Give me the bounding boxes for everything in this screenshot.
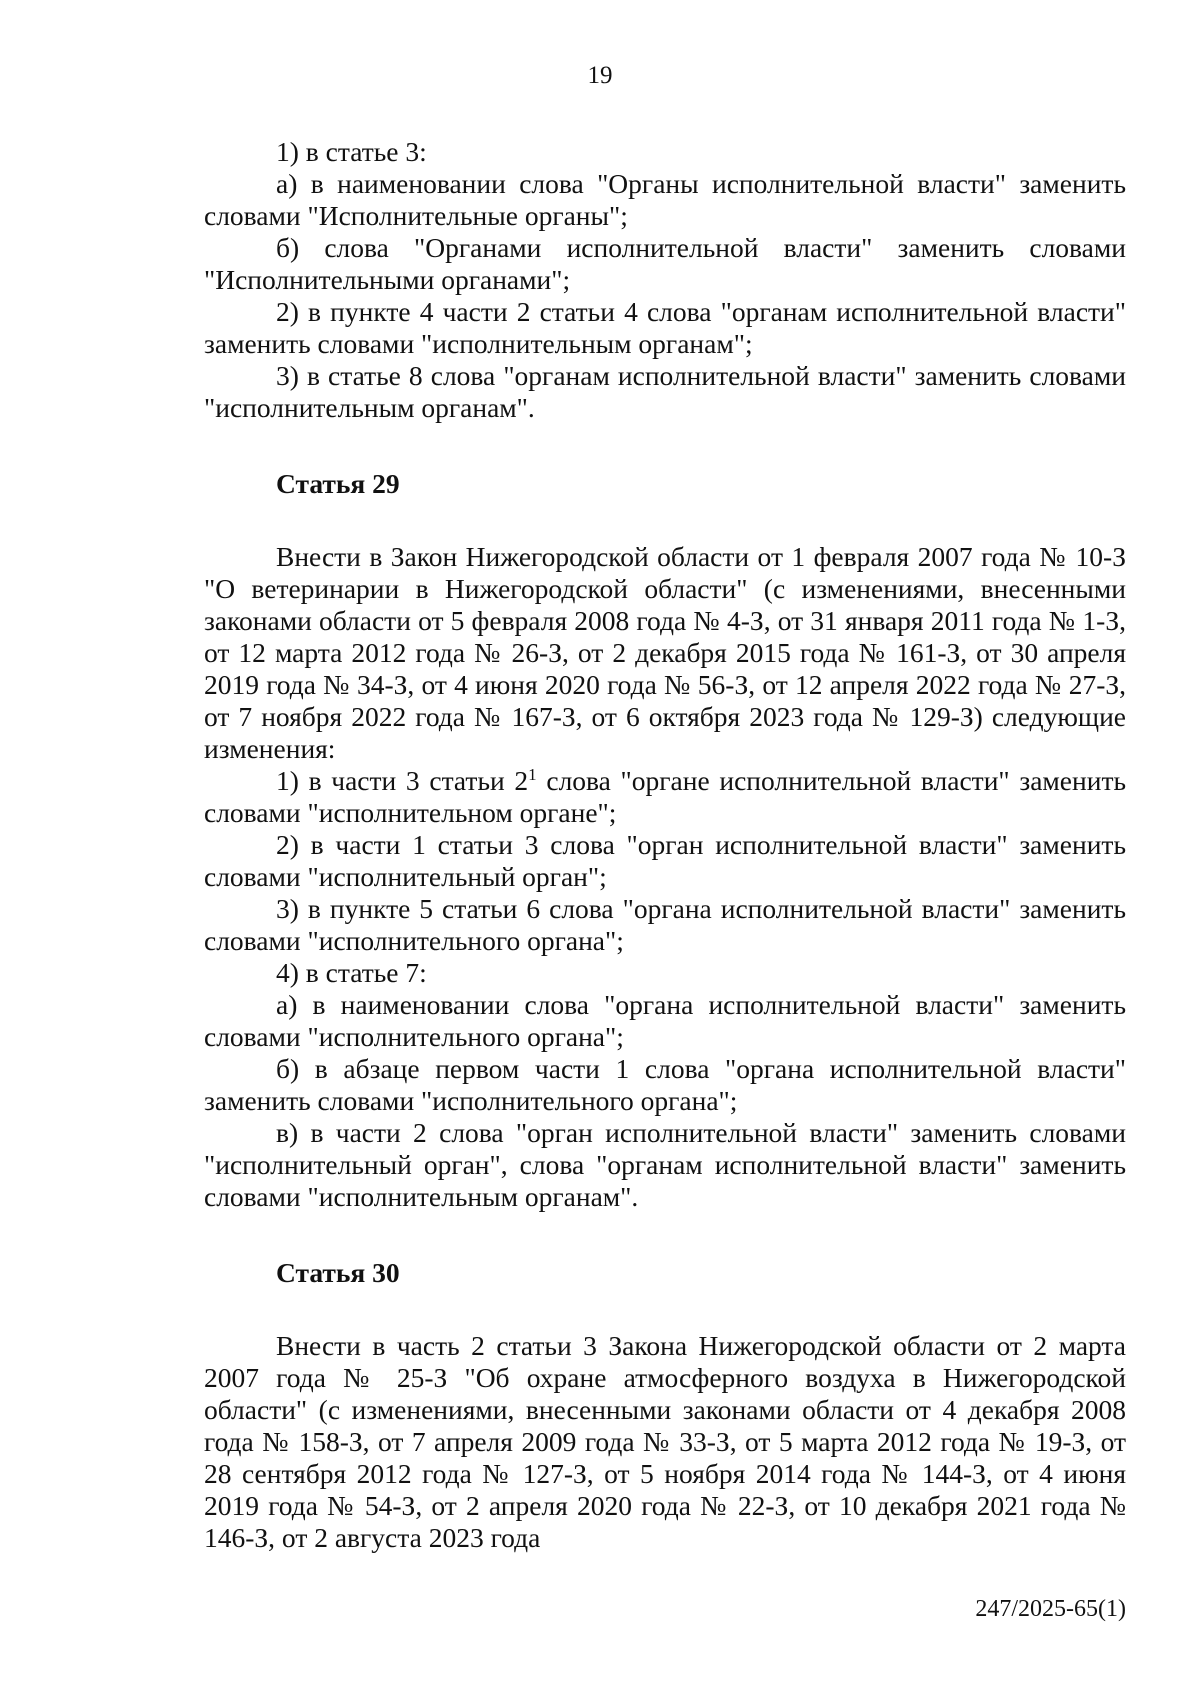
article-heading: Статья 29	[276, 468, 400, 499]
paragraph-text: 1) в части 3 статьи 2	[276, 765, 529, 796]
article-heading: Статья 30	[276, 1257, 400, 1288]
superscript: 1	[528, 764, 537, 784]
paragraph: 2) в пункте 4 части 2 статьи 4 слова "органам исполнительной власти" заменить словами "исполнительным органам";	[204, 296, 1126, 359]
paragraph: в) в части 2 слова "орган исполнительной власти" заменить словами "исполнительный орган", слова "органам исполнительной власти" заменить словами "исполнительным органам".	[204, 1117, 1126, 1212]
paragraph: 4) в статье 7:	[276, 957, 427, 988]
paragraph: а) в наименовании слова "органа исполнительной власти" заменить словами "исполнительного органа";	[204, 989, 1126, 1052]
paragraph: Внести в Закон Нижегородской области от 1 февраля 2007 года № 10-З "О ветеринарии в Нижегородской области" (с изменениями, внесенными законами области от 5 февраля 2008 года № 4-З, от 31 января 2011 года № 1-З, от 12 марта 2012 года № 26-З, от 2 декабря 2015 года № 161-З, от 30 апреля 2019 года № 34-З, от 4 июня 2020 года № 56-З, от 12 апреля 2022 года № 27-З, от 7 ноября 2022 года № 167-З, от 6 октября 2023 года № 129-З) следующие изменения:	[204, 541, 1126, 764]
paragraph	[204, 765, 1126, 829]
paragraph: 3) в статье 8 слова "органам исполнительной власти" заменить словами "исполнительным органам".	[204, 360, 1126, 423]
paragraph: 1) в статье 3:	[276, 136, 427, 167]
document-code: 247/2025-65(1)	[975, 1596, 1126, 1622]
paragraph-text: слова "органе исполнительной власти" заменить словами "исполнительном органе";	[204, 765, 1126, 828]
page-number: 19	[587, 62, 613, 89]
document-body	[204, 136, 1126, 1554]
paragraph: Внести в часть 2 статьи 3 Закона Нижегородской области от 2 марта 2007 года № 25-З "Об охране атмосферного воздуха в Нижегородской области" (с изменениями, внесенными законами области от 4 декабря 2008 года № 158-З, от 7 апреля 2009 года № 33-З, от 5 марта 2012 года № 19-З, от 28 сентября 2012 года № 127-З, от 5 ноября 2014 года № 144-З, от 4 июня 2019 года № 54-З, от 2 апреля 2020 года № 22-З, от 10 декабря 2021 года № 146-З, от 2 августа 2023 года	[204, 1330, 1126, 1553]
paragraph: 3) в пункте 5 статьи 6 слова "органа исполнительной власти" заменить словами "исполнительного органа";	[204, 893, 1126, 956]
paragraph: а) в наименовании слова "Органы исполнительной власти" заменить словами "Исполнительные органы";	[204, 168, 1126, 231]
paragraph: б) в абзаце первом части 1 слова "органа исполнительной власти" заменить словами "исполнительного органа";	[204, 1053, 1126, 1116]
paragraph: б) слова "Органами исполнительной власти" заменить словами "Исполнительными органами";	[204, 232, 1126, 295]
paragraph: 2) в части 1 статьи 3 слова "орган исполнительной власти" заменить словами "исполнительный орган";	[204, 829, 1126, 892]
